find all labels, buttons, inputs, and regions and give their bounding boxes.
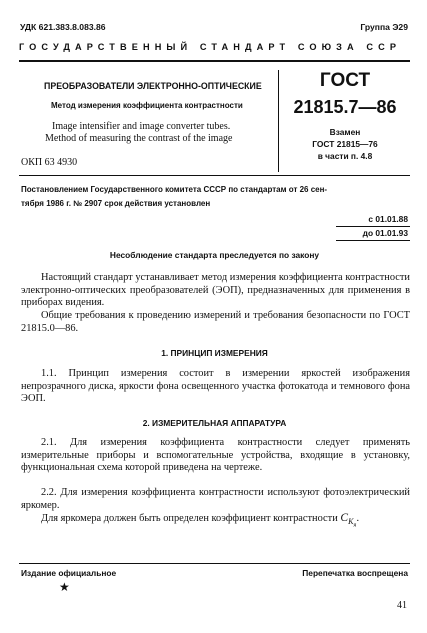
- validity-rule: [336, 226, 410, 227]
- validity-to: до 01.01.93: [362, 228, 408, 238]
- section-2-heading: 2. ИЗМЕРИТЕЛЬНАЯ АППАРАТУРА: [142, 418, 287, 428]
- gost-label: ГОСТ: [319, 70, 371, 91]
- section-1-heading: 1. ПРИНЦИП ИЗМЕРЕНИЯ: [161, 348, 268, 358]
- decree-line1: Постановлением Государственного комитета СССР по стандартам от 26 сен-: [21, 185, 328, 194]
- legal-notice: Несоблюдение стандарта преследуется по закону: [109, 250, 320, 260]
- footer-rule: [19, 563, 410, 564]
- section-2-paragraph-3-text: Для яркомера должен быть определен коэффициент контрастности: [41, 513, 338, 524]
- okp-code: ОКП 63 4930: [21, 157, 78, 168]
- title-divider: [278, 70, 279, 172]
- replaces-part: в части п. 4.8: [317, 151, 373, 161]
- official-edition: Издание официальное: [21, 568, 117, 578]
- star-icon: ★: [59, 580, 70, 594]
- document-title-en-line2: Method of measuring the contrast of the image: [45, 133, 233, 144]
- contrast-coefficient-formula: $C_{K_я}$: [340, 512, 357, 529]
- reprint-notice: Перепечатка воспрещена: [302, 568, 408, 578]
- title-block-rule: [19, 175, 410, 176]
- validity-rule-bottom: [336, 240, 410, 241]
- intro-paragraph-1: Настоящий стандарт устанавливает метод измерения коэффициента контрастности электронно-оптических преобразователей (ЭОП), предназначенных для применения в приборах видения.: [21, 272, 410, 309]
- section-2-paragraph-2: 2.2. Для измерения коэффициента контрастности используют фотоэлектрический яркомер.: [21, 487, 410, 511]
- document-title-en-line1: Image intensifier and image converter tubes.: [52, 121, 231, 132]
- validity-from: с 01.01.88: [368, 214, 408, 224]
- header-rule: [19, 60, 410, 62]
- replaces-label: Взамен: [329, 127, 361, 137]
- intro-paragraph-2: Общие требования к проведению измерений и требования безопасности по ГОСТ 21815.0—86.: [21, 310, 410, 334]
- page-number: 41: [397, 600, 407, 611]
- decree-line2: тября 1986 г. № 2907 срок действия установлен: [21, 199, 211, 208]
- udk-code: УДК 621.383.8.083.86: [20, 22, 106, 32]
- section-2-paragraph-1: 2.1. Для измерения коэффициента контрастности следует применять измерительные приборы и вспомогательные устройства, входящие в установку, функциональная схема которой приведена на чертеже.: [21, 437, 410, 474]
- standard-title: ГОСУДАРСТВЕННЫЙ СТАНДАРТ СОЮЗА ССР: [19, 42, 402, 52]
- gost-number: 21815.7—86: [293, 97, 397, 117]
- document-title-ru: ПРЕОБРАЗОВАТЕЛИ ЭЛЕКТРОННО-ОПТИЧЕСКИЕ: [44, 81, 262, 91]
- replaces-document: ГОСТ 21815—76: [312, 139, 378, 149]
- section-2-paragraph-3: Для яркомера должен быть определен коэффициент контрастности $C_{K_я}$.: [41, 512, 360, 529]
- section-1-paragraph-1: 1.1. Принцип измерения состоит в измерении яркостей изображения непрозрачного диска, яркости фона освещенного участка фотокатода и темнового фона ЭОП.: [21, 368, 410, 405]
- group-code: Группа Э29: [360, 22, 408, 32]
- document-subtitle-ru: Метод измерения коэффициента контрастности: [51, 101, 243, 110]
